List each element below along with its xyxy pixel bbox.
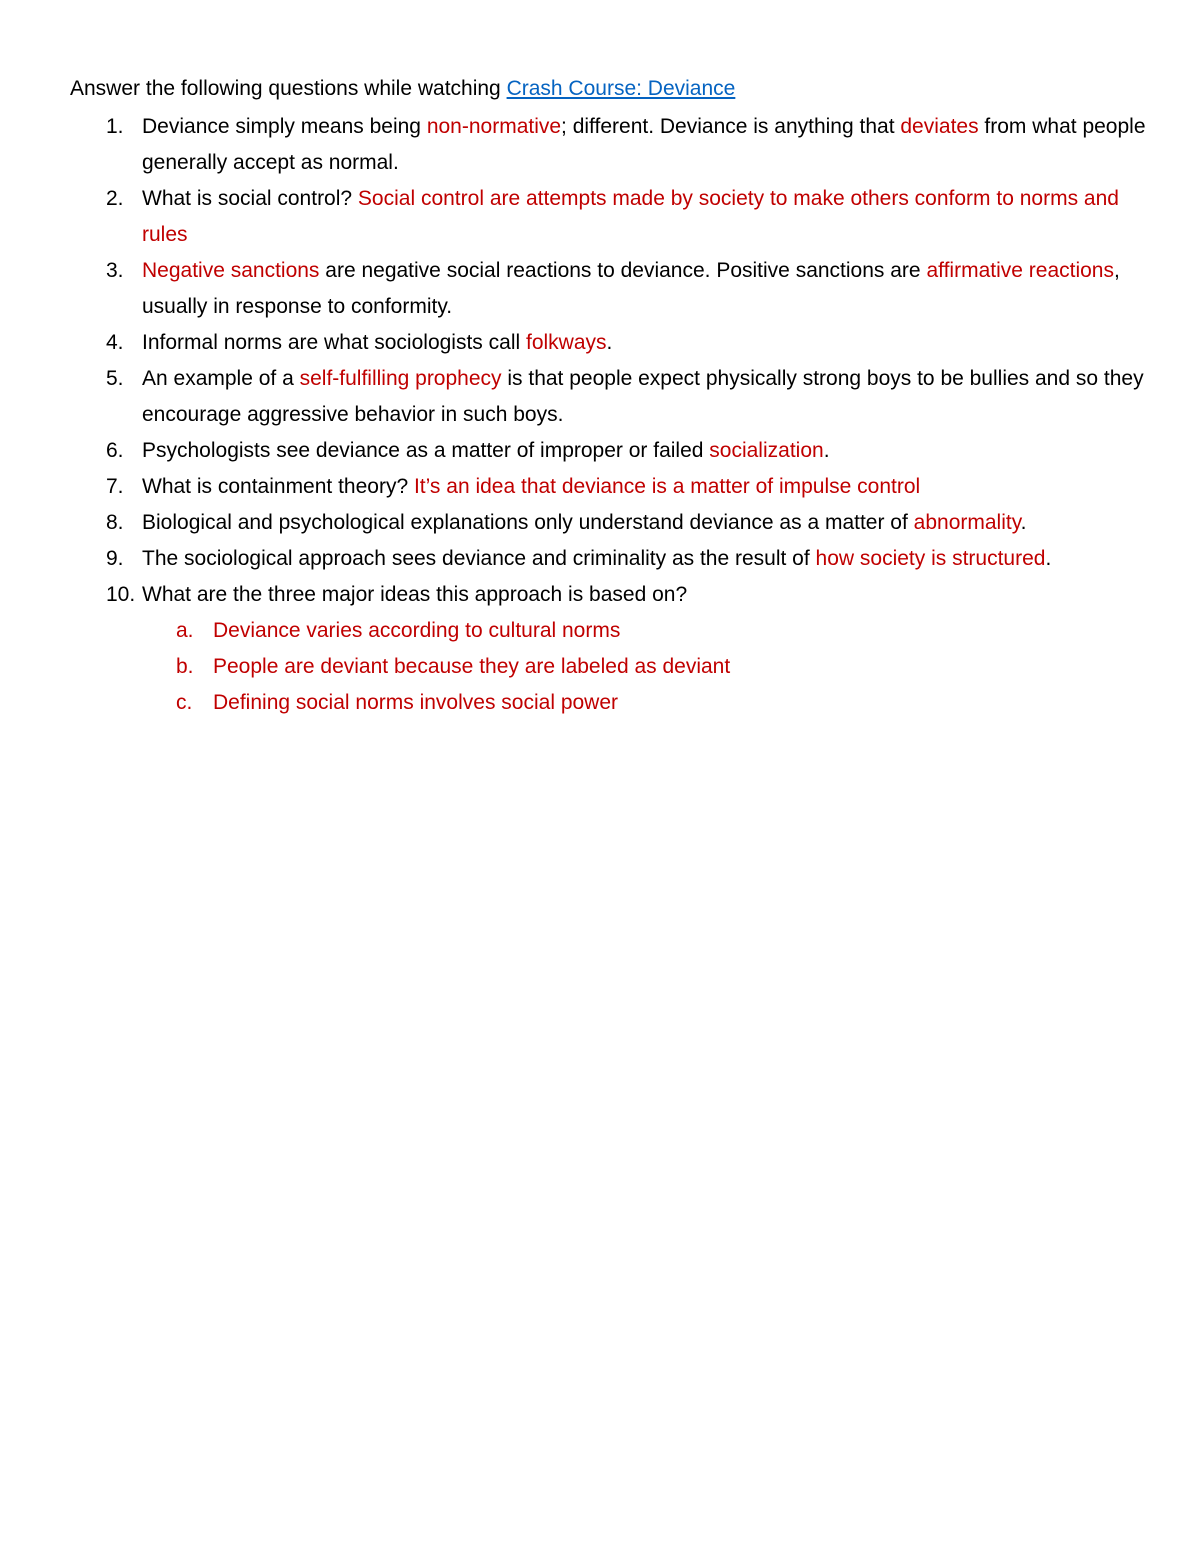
question-text: Informal norms are what sociologists call xyxy=(142,331,526,354)
subitem-text: Deviance varies according to cultural norms xyxy=(213,619,621,642)
question-text: . xyxy=(1045,547,1052,570)
question-text: Deviance simply means being xyxy=(142,115,427,138)
question-item xyxy=(106,253,1146,325)
question-text: from what people generally accept as normal. xyxy=(142,115,1146,174)
subitem-letter: a. xyxy=(176,619,194,642)
subitem-text: People are deviant because they are labeled as deviant xyxy=(213,655,731,678)
question-item xyxy=(106,325,1146,361)
question-text: Biological and psychological explanations only understand deviance as a matter of xyxy=(142,511,914,534)
question-item xyxy=(106,505,1146,541)
question-number: 10. xyxy=(106,583,136,606)
subitem-letter: b. xyxy=(176,655,194,678)
question-text: . xyxy=(823,439,830,462)
question-text: What is social control? xyxy=(142,187,358,210)
answer-text: socialization xyxy=(709,439,824,462)
question-number: 2. xyxy=(106,187,124,210)
question-number: 9. xyxy=(106,547,124,570)
question-number: 4. xyxy=(106,331,124,354)
answer-text: deviates xyxy=(900,115,979,138)
question-text: Psychologists see deviance as a matter of improper or failed xyxy=(142,439,710,462)
answer-sublist xyxy=(142,613,1146,721)
question-text: What is containment theory? xyxy=(142,475,414,498)
question-list xyxy=(106,109,1146,721)
answer-text: Social control are attempts made by society to make others conform to norms and rules xyxy=(142,187,1119,246)
answer-text: abnormality xyxy=(913,511,1021,534)
answer-text: Negative sanctions xyxy=(142,259,320,282)
question-text: . xyxy=(606,331,613,354)
question-item xyxy=(106,433,1146,469)
answer-text: It’s an idea that deviance is a matter of impulse control xyxy=(413,475,921,498)
question-text: What are the three major ideas this approach is based on? xyxy=(142,583,688,606)
question-item xyxy=(106,361,1146,433)
answer-text: how society is structured xyxy=(815,547,1046,570)
question-text: , usually in response to conformity. xyxy=(142,259,1120,318)
answer-text: non-normative xyxy=(426,115,562,138)
question-number: 5. xyxy=(106,367,124,390)
intro-line xyxy=(70,74,735,104)
question-text: are negative social reactions to deviance. Positive sanctions are xyxy=(319,259,927,282)
answer-subitem xyxy=(142,685,1146,721)
answer-text: self-fulfilling prophecy xyxy=(299,367,502,390)
answer-subitem xyxy=(142,649,1146,685)
question-item xyxy=(106,181,1146,253)
question-number: 7. xyxy=(106,475,124,498)
question-text: is that people expect physically strong boys to be bullies and so they encourage aggressive behavior in such boys. xyxy=(142,367,1144,426)
answer-text: affirmative reactions xyxy=(926,259,1114,282)
question-number: 1. xyxy=(106,115,124,138)
question-text: The sociological approach sees deviance and criminality as the result of xyxy=(142,547,816,570)
answer-text: folkways xyxy=(525,331,607,354)
intro-text: Answer the following questions while watching xyxy=(70,77,507,100)
question-item xyxy=(106,109,1146,181)
question-text: ; different. Deviance is anything that xyxy=(561,115,901,138)
question-item xyxy=(106,577,1146,721)
crash-course-link[interactable]: Crash Course: Deviance xyxy=(506,77,736,100)
question-item xyxy=(106,541,1146,577)
question-text: . xyxy=(1020,511,1027,534)
question-number: 6. xyxy=(106,439,124,462)
question-number: 8. xyxy=(106,511,124,534)
answer-subitem xyxy=(142,613,1146,649)
question-text: An example of a xyxy=(142,367,300,390)
subitem-letter: c. xyxy=(176,691,193,714)
subitem-text: Defining social norms involves social power xyxy=(213,691,619,714)
question-item xyxy=(106,469,1146,505)
question-number: 3. xyxy=(106,259,124,282)
